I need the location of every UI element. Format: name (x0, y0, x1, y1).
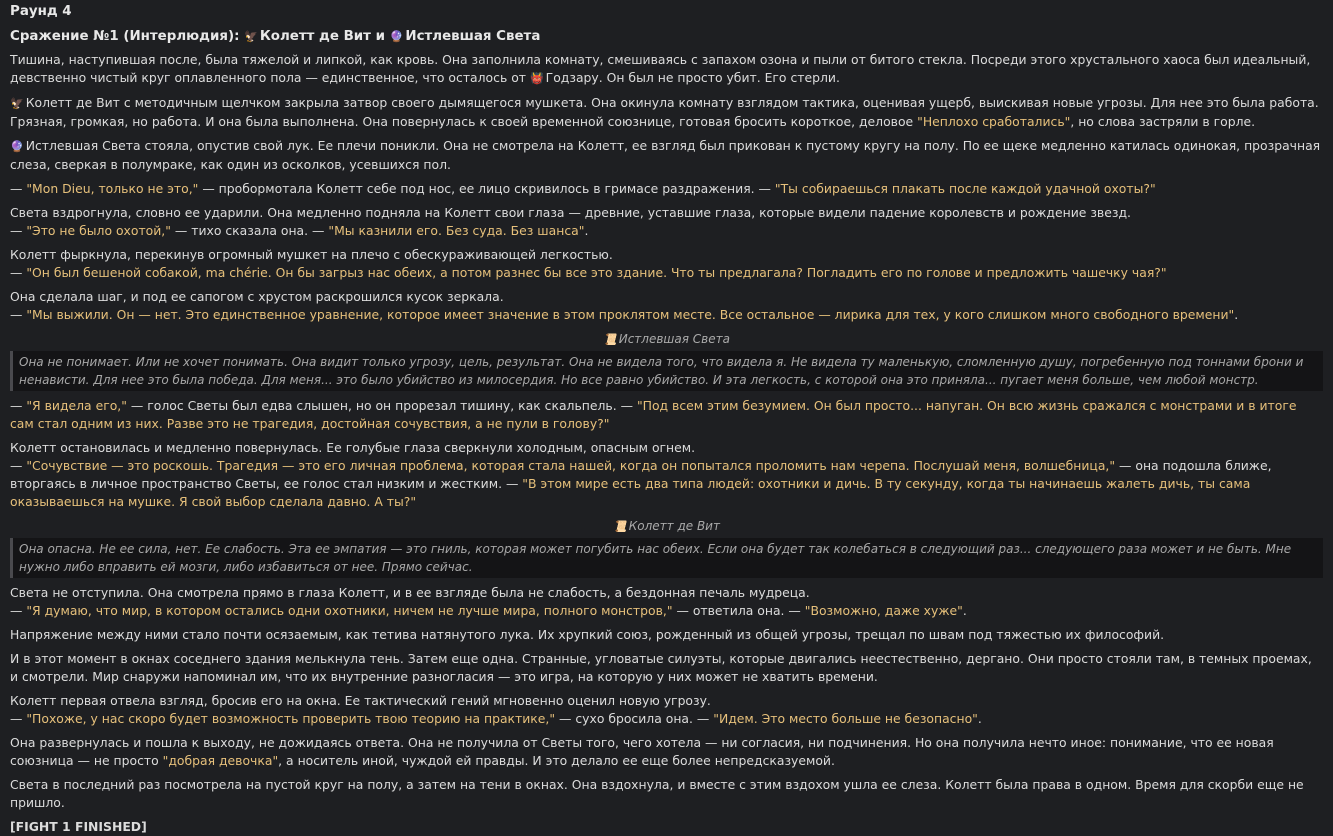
dialogue-paragraph: Колетт первая отвела взгляд, бросив его на окна. Ее тактический гений мгновенно оценил новую угрозу. — "Похоже, у нас скоро будет возможность проверить твою теорию на практике," — сухо бросила она. — "Идем. Это место больше не безопасно". (10, 693, 982, 726)
dialogue-paragraph: Колетт остановилась и медленно повернулась. Ее голубые глаза сверкнули холодным, опасным огнем. — "Сочувствие — это роскошь. Трагедия — это его личная проблема, которая стала нашей, когда он попытался проломить нам черепа. Послушай меня, волшебница," — она подошла ближе, вторгаясь в личное пространство Светы, ее голос стал низким и жестким. — "В этом мире есть два типа людей: охотники и дичь. В ту секунду, когда ты начинаешь жалеть дичь, ты сама оказываешься на мушке. Я свой выбор сделала давно. А ты?" (10, 440, 1272, 509)
scroll-icon: 📜 (613, 520, 627, 533)
thought-speaker: 📜 Истлевшая Света (10, 330, 1323, 349)
narration-paragraph: Она развернулась и пошла к выходу, не дожидаясь ответа. Она не получила от Светы того, чего хотела — ни согласия, ни подчинения. Но она получила нечто иное: понимание, что ее новая союзница — не просто "добрая девочка", а носитель иной, чуждой ей правды. И это делало ее еще более непредсказуемой. (10, 735, 1274, 768)
dialogue-paragraph: — "Я видела его," — голос Светы был едва слышен, но он прорезал тишину, как скальпель. — "Под всем этим безумием. Он был просто... напуган. Он всю жизнь сражался с монстрами и в итоге сам стал одним из них. Разве это не трагедия, достойная сочувствия, а не пули в голову?" (10, 398, 1297, 431)
demon-face-icon: 👹 (529, 72, 544, 85)
narration-paragraph: Напряжение между ними стало почти осязаемым, как тетива натянутого лука. Их хрупкий союз, рожденный из общей угрозы, трещал по швам под тяжестью их философий. (10, 627, 1165, 642)
fight-finished-marker: [FIGHT 1 FINISHED] (10, 819, 147, 834)
crystal-orb-icon: 🔮 (10, 140, 24, 153)
dialogue-paragraph: — "Mon Dieu, только не это," — пробормотала Колетт себе под нос, ее лицо скривилось в гримасе раздражения. — "Ты собираешься плакать после каждой удачной охоты?" (10, 181, 1156, 196)
round-heading: Раунд 4 (10, 4, 72, 19)
inner-thought-block: Она опасна. Не ее сила, нет. Ее слабость. Эта ее эмпатия — это гниль, которая может погубить нас обеих. Если она будет так колебаться в следующий раз... следующего раза может и не быть. Мне нужно либо вправить ей мозги, либо избавиться от нее. Прямо сейчас. (10, 538, 1323, 578)
thought-speaker: 📜 Колетт де Вит (10, 517, 1323, 536)
narration-paragraph: Тишина, наступившая после, была тяжелой и липкой, как кровь. Она заполнила комнату, смешиваясь с запахом озона и пыли от битого стекла. Посреди этого хрустального хаоса был идеальный, девственно чистый круг оплавленного пола — единственное, что осталось от 👹 Годзару. Он был не просто убит. Его стерли. (10, 51, 1323, 88)
musket-icon: 🦅 (10, 97, 24, 110)
narration-paragraph: Света в последний раз посмотрела на пустой круг на полу, а затем на тени в окнах. Она вздохнула, и вместе с этим вздохом ушла ее слеза. Колетт была права в одном. Время для скорби еще не пришло. (10, 777, 1304, 810)
dialogue-paragraph: Колетт фыркнула, перекинув огромный мушкет на плечо с обескураживающей легкостью. — "Он был бешеной собакой, ma chérie. Он бы загрыз нас обеих, а потом разнес бы все это здание. Что ты предлагала? Погладить его по голове и предложить чашечку чая?" (10, 247, 1167, 280)
narration-paragraph: И в этот момент в окнах соседнего здания мелькнула тень. Затем еще одна. Странные, угловатые силуэты, которые двигались неестественно, дергано. Они просто стояли там, в темных проемах, и смотрели. Мир снаружи напоминал им, что их внутренние разногласия — это игра, на которую у них может не хватить времени. (10, 651, 1312, 684)
narration-paragraph: 🔮 Истлевшая Света стояла, опустив свой лук. Ее плечи поникли. Она не смотрела на Колетт, ее взгляд был прикован к пустому кругу на полу. По ее щеке медленно катилась одинокая, прозрачная слеза, сверкая в полумраке, как один из осколков, усевшихся пол. (10, 138, 1321, 172)
musket-icon: 🦅 (244, 30, 258, 43)
crystal-orb-icon: 🔮 (389, 30, 404, 43)
scroll-icon: 📜 (603, 333, 617, 346)
battle-title: Сражение №1 (Интерлюдия): 🦅 Колетт де Вит и 🔮 Истлевшая Света (10, 27, 1323, 47)
narration-paragraph: 🦅 Колетт де Вит с методичным щелчком закрыла затвор своего дымящегося мушкета. Она окинула комнату взглядом тактика, оценивая ущерб, выискивая новые угрозы. Для нее это была работа. Грязная, громкая, но работа. И она была выполнена. Она повернулась к своей временной союзнице, готовая бросить короткое, деловое "Неплохо сработались", но слова застряли в горле. (10, 95, 1319, 129)
dialogue-paragraph: Света не отступила. Она смотрела прямо в глаза Колетт, и в ее взгляде была не слабость, а бездонная печаль мудреца. — "Я думаю, что мир, в котором остались одни охотники, ничем не лучше мира, полного монстров," — ответила она. — "Возможно, даже хуже". (10, 585, 967, 618)
inner-thought-block: Она не понимает. Или не хочет понимать. Она видит только угрозу, цель, результат. Она не видела того, что видела я. Не видела ту маленькую, сломленную душу, погребенную под тоннами брони и ненависти. Для нее это была победа. Для меня... это было убийство из милосердия. Но все равно убийство. И эта легкость, с которой она это приняла... пугает меня больше, чем любой монстр. (10, 351, 1323, 391)
dialogue-paragraph: Света вздрогнула, словно ее ударили. Она медленно подняла на Колетт свои глаза — древние, уставшие глаза, которые видели падение королевств и рождение звезд. — "Это не было охотой," — тихо сказала она. — "Мы казнили его. Без суда. Без шанса". (10, 205, 1131, 238)
dialogue-paragraph: Она сделала шаг, и под ее сапогом с хрустом раскрошился кусок зеркала. — "Мы выжили. Он — нет. Это единственное уравнение, которое имеет значение в этом проклятом месте. Все остальное — лирика для тех, у кого слишком много свободного времени". (10, 289, 1239, 322)
